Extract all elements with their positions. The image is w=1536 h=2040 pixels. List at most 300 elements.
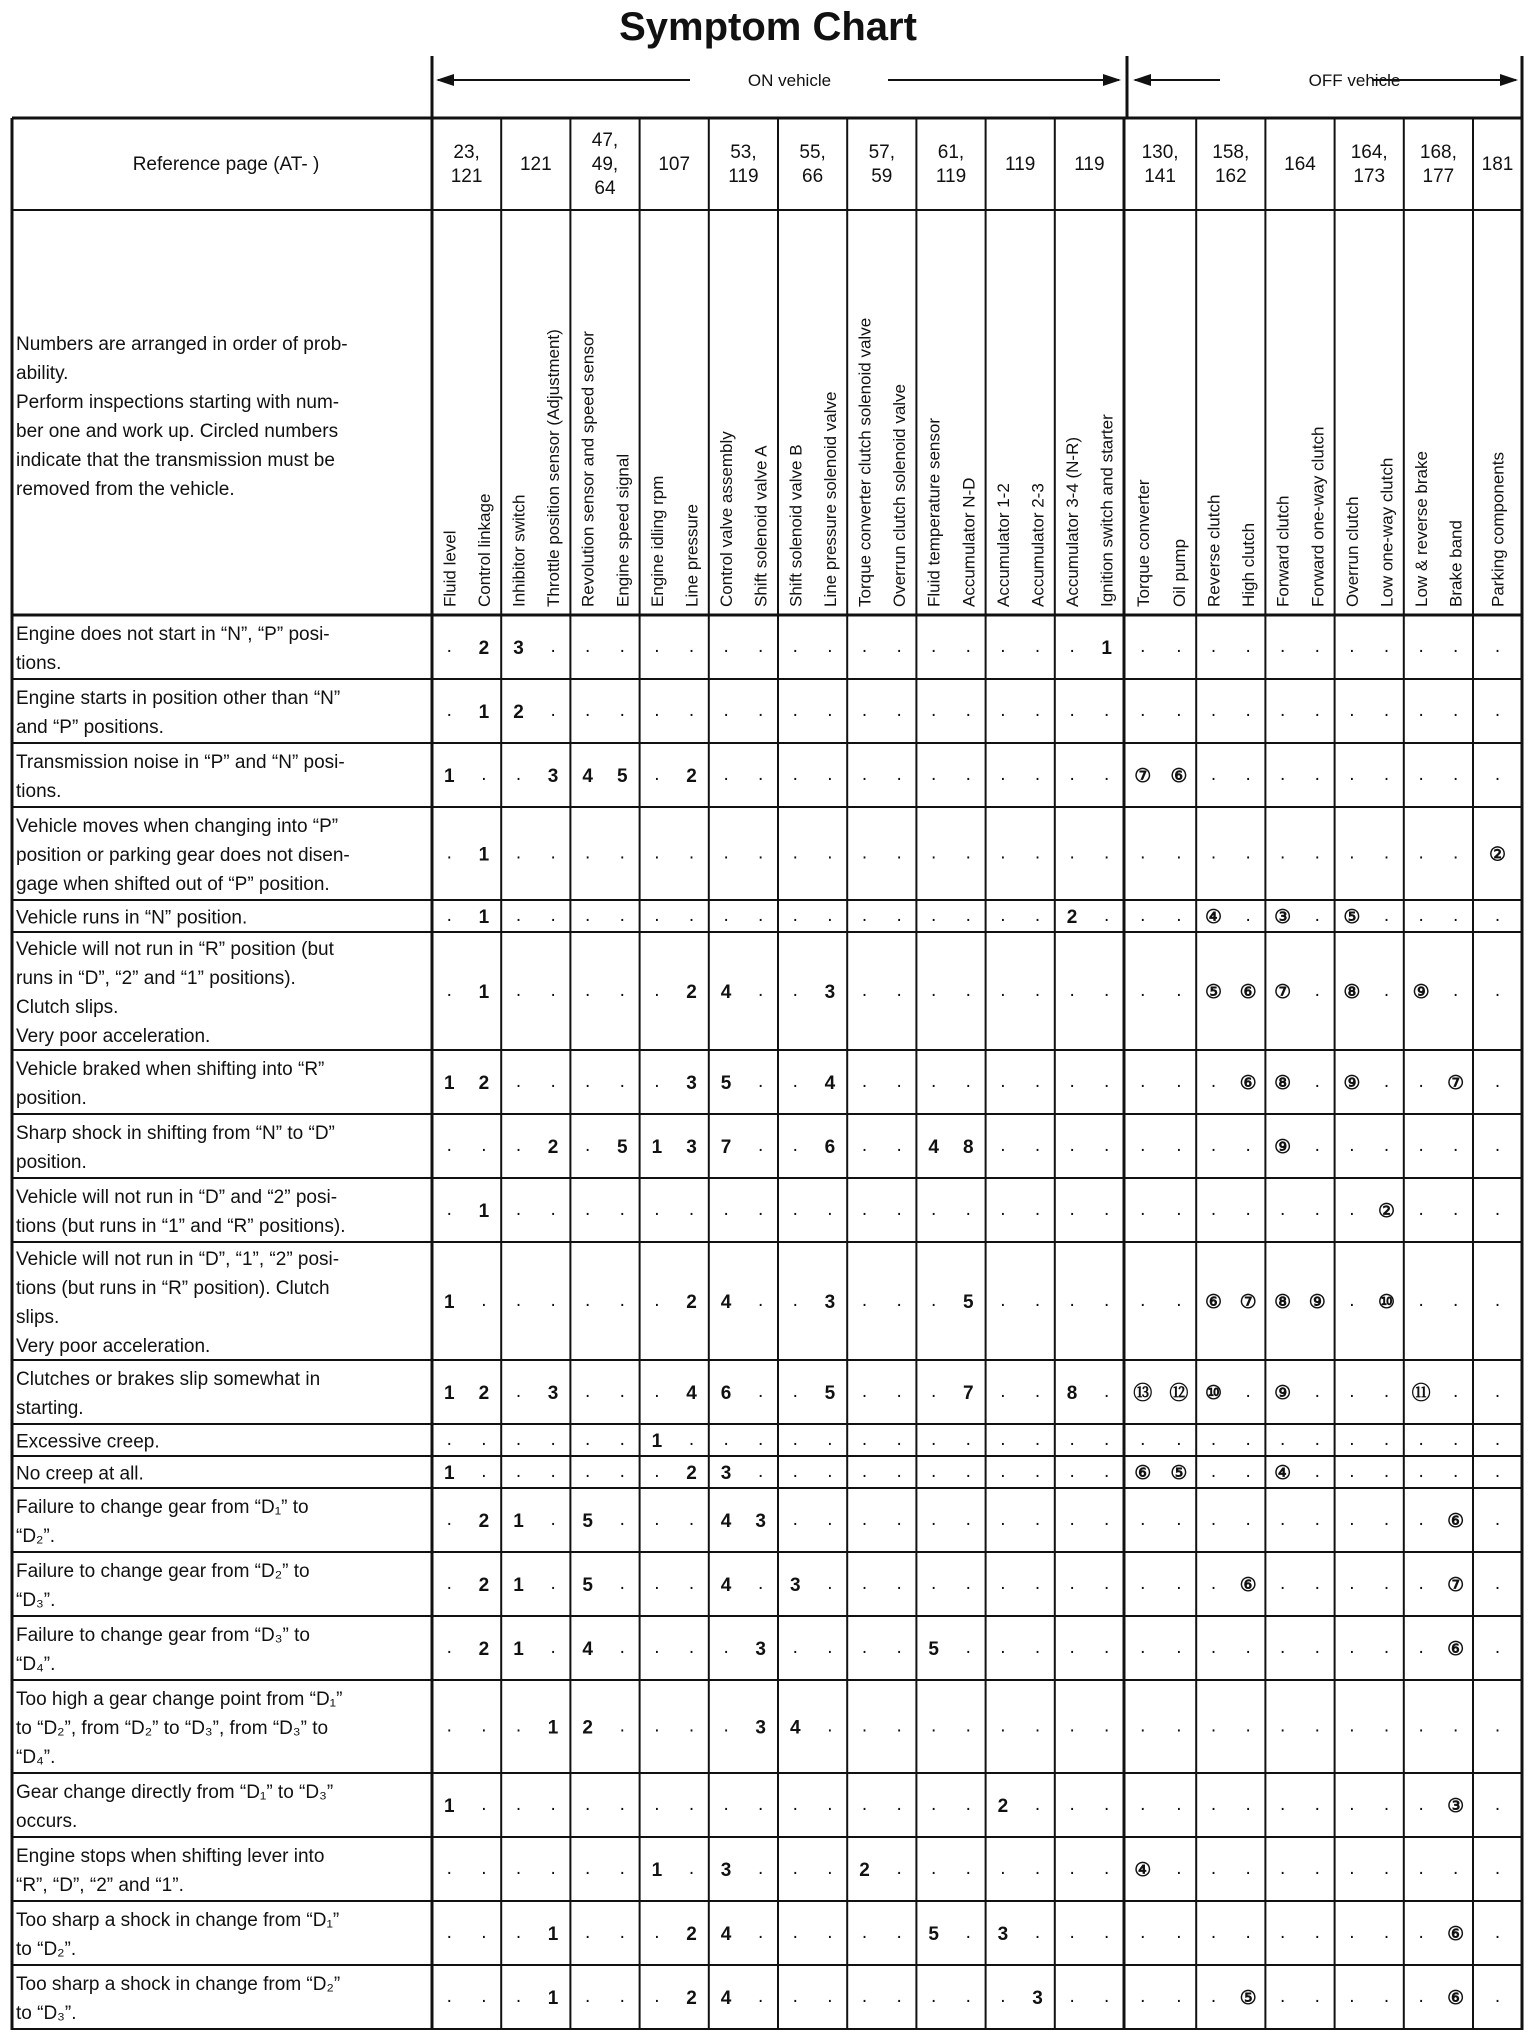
empty-cell-dot: . [827,1986,833,2007]
column-header: Low one-way clutch [1377,457,1397,607]
empty-cell-dot: . [585,980,591,1001]
empty-cell-dot: . [654,1381,660,1402]
empty-cell-dot: . [1000,636,1006,657]
empty-cell-dot: . [758,1794,764,1815]
probability-number: 7 [720,1137,732,1158]
empty-cell-dot: . [1418,905,1424,926]
empty-cell-dot: . [1140,905,1146,926]
empty-cell-dot: . [1245,1461,1251,1482]
empty-cell-dot: . [827,1509,833,1530]
empty-cell-dot: . [1494,1986,1501,2007]
empty-cell-dot: . [1104,1922,1110,1943]
empty-cell-dot: . [827,1461,833,1482]
empty-cell-dot: . [446,842,452,864]
circled-probability-number: ⑫ [1169,1383,1189,1404]
symptom-text: gage when shifted out of “P” position. [16,874,330,895]
empty-cell-dot: . [1349,1858,1355,1879]
reference-page-number: 64 [594,178,616,199]
empty-cell-dot: . [1453,1858,1459,1879]
circled-probability-number: ⑥ [1170,766,1188,787]
empty-cell-dot: . [1280,1573,1286,1594]
reference-page-number: 173 [1353,166,1386,187]
probability-number: 8 [963,1137,974,1158]
on-vehicle-label: ON vehicle [747,71,832,90]
empty-cell-dot: . [827,905,833,926]
empty-cell-dot: . [931,700,937,721]
empty-cell-dot: . [1210,1509,1217,1530]
probability-number: 3 [824,982,836,1003]
empty-cell-dot: . [1245,636,1251,657]
empty-cell-dot: . [1349,1199,1355,1220]
empty-cell-dot: . [481,1794,487,1815]
symptom-text: Too sharp a shock in change from “D₂” [16,1974,341,1995]
empty-cell-dot: . [688,700,695,721]
empty-cell-dot: . [1104,1715,1110,1737]
empty-cell-dot: . [1494,980,1501,1001]
empty-cell-dot: . [446,1922,452,1943]
empty-cell-dot: . [688,636,695,657]
empty-cell-dot: . [1000,1637,1006,1658]
empty-cell-dot: . [585,1922,591,1943]
empty-cell-dot: . [550,1637,556,1658]
empty-cell-dot: . [1280,1199,1286,1220]
empty-cell-dot: . [585,842,591,864]
empty-cell-dot: . [861,764,868,785]
empty-cell-dot: . [1176,842,1182,864]
symptom-text: Sharp shock in shifting from “N” to “D” [16,1123,335,1144]
empty-cell-dot: . [1494,1199,1501,1220]
empty-cell-dot: . [792,1637,798,1658]
circled-probability-number: ⑩ [1204,1383,1223,1404]
empty-cell-dot: . [1176,1071,1182,1092]
probability-number: 5 [824,1383,836,1404]
empty-cell-dot: . [1349,1461,1355,1482]
empty-cell-dot: . [1034,1922,1041,1943]
empty-cell-dot: . [1069,1922,1075,1943]
empty-cell-dot: . [1349,842,1355,864]
empty-cell-dot: . [585,1199,591,1220]
circled-probability-number: ⑦ [1274,982,1292,1003]
probability-number: 2 [686,1988,697,2009]
empty-cell-dot: . [1349,1922,1355,1943]
empty-cell-dot: . [1494,1794,1501,1815]
empty-cell-dot: . [515,1715,522,1737]
symptom-text: Very poor acceleration. [16,1026,211,1047]
empty-cell-dot: . [1104,1986,1110,2007]
empty-cell-dot: . [1314,905,1320,926]
empty-cell-dot: . [1069,1429,1075,1450]
empty-cell-dot: . [1000,1290,1006,1311]
empty-cell-dot: . [1349,1715,1355,1737]
empty-cell-dot: . [1383,1573,1390,1594]
probability-number: 7 [963,1383,974,1404]
probability-number: 1 [513,1511,524,1532]
empty-cell-dot: . [931,842,937,864]
empty-cell-dot: . [619,1794,625,1815]
empty-cell-dot: . [1418,1715,1424,1737]
circled-probability-number: ⑧ [1343,982,1361,1003]
empty-cell-dot: . [1176,636,1182,657]
empty-cell-dot: . [619,1199,625,1220]
empty-cell-dot: . [1245,1429,1251,1450]
probability-number: 2 [686,982,697,1003]
empty-cell-dot: . [1210,1794,1217,1815]
empty-cell-dot: . [1069,1986,1075,2007]
empty-cell-dot: . [931,1381,937,1402]
empty-cell-dot: . [896,1135,902,1156]
column-header: Torque converter clutch solenoid valve [855,317,875,607]
empty-cell-dot: . [861,980,868,1001]
symptom-text: occurs. [16,1811,78,1832]
empty-cell-dot: . [1314,842,1320,864]
empty-cell-dot: . [1176,1637,1182,1658]
empty-cell-dot: . [688,842,695,864]
column-header: Brake band [1446,520,1466,607]
probability-number: 3 [1032,1988,1043,2009]
probability-number: 8 [1066,1383,1078,1404]
empty-cell-dot: . [1453,700,1459,721]
empty-cell-dot: . [1000,700,1006,721]
empty-cell-dot: . [792,1135,798,1156]
empty-cell-dot: . [1069,700,1075,721]
empty-cell-dot: . [792,1986,798,2007]
empty-cell-dot: . [1418,1071,1424,1092]
probability-number: 2 [1066,907,1078,928]
empty-cell-dot: . [792,1071,798,1092]
empty-cell-dot: . [550,1071,556,1092]
column-header: Fluid temperature sensor [924,418,944,607]
probability-number: 2 [478,1639,490,1660]
empty-cell-dot: . [1210,1986,1217,2007]
empty-cell-dot: . [585,1429,591,1450]
probability-number: 2 [997,1796,1009,1817]
column-header: Control valve assembly [717,431,737,607]
empty-cell-dot: . [1104,842,1110,864]
empty-cell-dot: . [550,636,556,657]
empty-cell-dot: . [965,1573,971,1594]
empty-cell-dot: . [965,1986,971,2007]
empty-cell-dot: . [1383,1715,1390,1737]
empty-cell-dot: . [446,700,452,721]
empty-cell-dot: . [827,636,833,657]
empty-cell-dot: . [1034,636,1041,657]
empty-cell-dot: . [1210,1922,1217,1943]
empty-cell-dot: . [965,842,971,864]
probability-number: 2 [478,638,490,659]
circled-probability-number: ⑤ [1204,982,1223,1003]
empty-cell-dot: . [1210,1461,1217,1482]
symptom-text: “D₃”. [16,1590,56,1611]
empty-cell-dot: . [619,1715,625,1737]
symptom-text: Transmission noise in “P” and “N” posi- [16,752,345,773]
empty-cell-dot: . [1210,1199,1217,1220]
circled-probability-number: ⑦ [1239,1292,1257,1313]
empty-cell-dot: . [1418,1135,1424,1156]
empty-cell-dot: . [1034,1715,1041,1737]
empty-cell-dot: . [965,1637,971,1658]
empty-cell-dot: . [481,764,487,785]
reference-page-number: 66 [802,166,824,187]
empty-cell-dot: . [861,1461,868,1482]
empty-cell-dot: . [1034,1858,1041,1879]
empty-cell-dot: . [965,1922,971,1943]
empty-cell-dot: . [585,1135,591,1156]
probability-number: 2 [478,1575,490,1596]
empty-cell-dot: . [723,636,729,657]
empty-cell-dot: . [1245,905,1251,926]
circled-probability-number: ⑥ [1204,1292,1223,1313]
symptom-text: Engine stops when shifting lever into [16,1846,325,1867]
empty-cell-dot: . [896,1794,902,1815]
symptom-text: tions. [16,781,62,802]
empty-cell-dot: . [1494,1381,1501,1402]
empty-cell-dot: . [758,1071,764,1092]
empty-cell-dot: . [446,1986,452,2007]
empty-cell-dot: . [1418,1858,1424,1879]
empty-cell-dot: . [585,1381,591,1402]
empty-cell-dot: . [1453,636,1459,657]
empty-cell-dot: . [1104,1509,1110,1530]
probability-number: 4 [720,1292,732,1313]
column-header: Shift solenoid valve A [751,445,771,607]
symptom-text: and “P” positions. [16,717,164,738]
empty-cell-dot: . [792,1922,798,1943]
empty-cell-dot: . [1280,1986,1286,2007]
empty-cell-dot: . [1069,1071,1075,1092]
empty-cell-dot: . [1069,1637,1075,1658]
empty-cell-dot: . [654,1573,660,1594]
empty-cell-dot: . [1000,1461,1006,1482]
empty-cell-dot: . [619,1922,625,1943]
empty-cell-dot: . [758,1290,764,1311]
empty-cell-dot: . [1104,1858,1110,1879]
empty-cell-dot: . [861,1071,868,1092]
empty-cell-dot: . [515,1986,522,2007]
probability-number: 2 [547,1137,559,1158]
empty-cell-dot: . [1069,1199,1075,1220]
empty-cell-dot: . [1314,1986,1320,2007]
empty-cell-dot: . [1140,1135,1146,1156]
empty-cell-dot: . [1383,636,1390,657]
empty-cell-dot: . [1314,980,1320,1001]
empty-cell-dot: . [1314,1381,1320,1402]
empty-cell-dot: . [1034,905,1041,926]
empty-cell-dot: . [1494,1290,1501,1311]
empty-cell-dot: . [619,1986,625,2007]
symptom-text: Vehicle will not run in “D” and “2” posi- [16,1187,338,1208]
empty-cell-dot: . [1176,980,1182,1001]
column-header: Accumulator N-D [959,477,979,607]
empty-cell-dot: . [792,1290,798,1311]
empty-cell-dot: . [688,1573,695,1594]
empty-cell-dot: . [1383,1922,1390,1943]
empty-cell-dot: . [758,905,764,926]
empty-cell-dot: . [1034,1135,1041,1156]
empty-cell-dot: . [931,1429,937,1450]
symptom-text: Failure to change gear from “D₃” to [16,1625,310,1646]
empty-cell-dot: . [1418,700,1424,721]
probability-number: 3 [755,1717,766,1739]
empty-cell-dot: . [1314,1858,1320,1879]
probability-number: 1 [444,1383,455,1404]
probability-number: 5 [928,1639,939,1660]
circled-probability-number: ⑨ [1274,1383,1292,1404]
empty-cell-dot: . [896,1381,902,1402]
empty-cell-dot: . [1210,764,1217,785]
circled-probability-number: ⑪ [1411,1383,1431,1404]
empty-cell-dot: . [896,1071,902,1092]
empty-cell-dot: . [896,1199,902,1220]
empty-cell-dot: . [1314,764,1320,785]
empty-cell-dot: . [1453,1290,1459,1311]
probability-number: 2 [478,1511,490,1532]
symptom-text: Vehicle braked when shifting into “R” [16,1059,325,1080]
empty-cell-dot: . [550,1290,556,1311]
empty-cell-dot: . [1069,842,1075,864]
empty-cell-dot: . [1383,1637,1390,1658]
empty-cell-dot: . [1494,905,1501,926]
empty-cell-dot: . [1383,700,1390,721]
empty-cell-dot: . [1140,1715,1146,1737]
empty-cell-dot: . [1104,1573,1110,1594]
empty-cell-dot: . [1104,1637,1110,1658]
circled-probability-number: ⑧ [1274,1073,1292,1094]
column-header: Ignition switch and starter [1097,414,1117,607]
empty-cell-dot: . [1176,700,1182,721]
empty-cell-dot: . [931,1794,937,1815]
arrow-left-icon [1133,74,1151,86]
probability-number: 6 [824,1137,836,1158]
empty-cell-dot: . [1104,700,1110,721]
empty-cell-dot: . [1494,1071,1501,1092]
column-header: Accumulator 2-3 [1028,483,1048,607]
empty-cell-dot: . [1140,1509,1146,1530]
column-header: Forward one-way clutch [1308,426,1328,607]
empty-cell-dot: . [585,1986,591,2007]
empty-cell-dot: . [1349,636,1355,657]
probability-number: 3 [720,1463,732,1484]
probability-number: 3 [997,1924,1009,1945]
empty-cell-dot: . [931,1290,937,1311]
symptom-text: “D₄”. [16,1747,56,1768]
empty-cell-dot: . [1000,1858,1006,1879]
empty-cell-dot: . [481,1986,487,2007]
column-header: Throttle position sensor (Adjustment) [544,329,564,607]
circled-probability-number: ⑥ [1447,1511,1465,1532]
empty-cell-dot: . [550,1509,556,1530]
empty-cell-dot: . [896,636,902,657]
empty-cell-dot: . [1069,1135,1075,1156]
column-header: Accumulator 3-4 (N-R) [1063,436,1083,607]
empty-cell-dot: . [965,1858,971,1879]
empty-cell-dot: . [550,1573,556,1594]
probability-number: 3 [686,1073,697,1094]
reference-page-number: 119 [935,166,967,187]
empty-cell-dot: . [1000,1135,1006,1156]
empty-cell-dot: . [861,1135,868,1156]
circled-probability-number: ⑨ [1412,982,1430,1003]
empty-cell-dot: . [1210,1135,1217,1156]
empty-cell-dot: . [1280,1794,1286,1815]
empty-cell-dot: . [550,1461,556,1482]
empty-cell-dot: . [1314,1715,1320,1737]
symptom-text: Excessive creep. [16,1431,160,1453]
empty-cell-dot: . [1069,1461,1075,1482]
column-header: Inhibitor switch [509,494,529,607]
column-header: Engine idling rpm [647,475,667,607]
circled-probability-number: ② [1377,1201,1396,1222]
reference-page-number: 59 [871,166,893,187]
empty-cell-dot: . [515,1290,522,1311]
empty-cell-dot: . [446,905,452,926]
probability-number: 1 [513,1575,524,1596]
empty-cell-dot: . [792,1509,798,1530]
probability-number: 3 [824,1292,836,1313]
empty-cell-dot: . [1383,842,1390,864]
probability-number: 1 [478,702,490,723]
circled-probability-number: ⑦ [1134,766,1152,787]
empty-cell-dot: . [1453,1715,1459,1737]
empty-cell-dot: . [827,1922,833,1943]
empty-cell-dot: . [1280,636,1286,657]
empty-cell-dot: . [1034,1429,1041,1450]
empty-cell-dot: . [481,1922,487,1943]
column-header: Parking components [1488,452,1508,607]
empty-cell-dot: . [1494,1637,1501,1658]
symptom-text: Very poor acceleration. [16,1336,211,1357]
probability-number: 3 [720,1860,732,1881]
empty-cell-dot: . [585,1461,591,1482]
probability-number: 5 [582,1511,593,1532]
empty-cell-dot: . [446,1429,452,1450]
column-header: Engine speed signal [613,453,633,607]
empty-cell-dot: . [1140,842,1146,864]
empty-cell-dot: . [1245,1637,1251,1658]
empty-cell-dot: . [1280,1509,1286,1530]
reference-page-number: 130, [1141,142,1179,163]
reference-page-number: 164, [1350,142,1388,163]
empty-cell-dot: . [1280,842,1286,864]
empty-cell-dot: . [1494,1573,1501,1594]
empty-cell-dot: . [758,1986,764,2007]
symptom-text: position or parking gear does not disen- [16,845,350,866]
probability-number: 4 [928,1137,939,1158]
empty-cell-dot: . [619,636,625,657]
off-vehicle-label: OFF vehicle [1308,71,1401,90]
empty-cell-dot: . [1383,1461,1390,1482]
probability-number: 1 [651,1137,663,1158]
empty-cell-dot: . [1349,1509,1355,1530]
circled-probability-number: ⑥ [1447,1639,1465,1660]
probability-number: 2 [478,1383,490,1404]
empty-cell-dot: . [896,1509,902,1530]
empty-cell-dot: . [723,842,729,864]
symptom-text: Clutches or brakes slip somewhat in [16,1369,321,1390]
empty-cell-dot: . [965,700,971,721]
empty-cell-dot: . [1494,1715,1501,1737]
empty-cell-dot: . [827,1794,833,1815]
column-header: Reverse clutch [1204,494,1224,607]
empty-cell-dot: . [1349,1573,1355,1594]
symptom-text: position. [16,1152,87,1173]
reference-page-number: 57, [868,142,896,163]
probability-number: 3 [755,1639,766,1660]
empty-cell-dot: . [896,842,902,864]
empty-cell-dot: . [1280,1922,1286,1943]
probability-number: 2 [513,702,524,723]
empty-cell-dot: . [896,1922,902,1943]
empty-cell-dot: . [1418,764,1424,785]
